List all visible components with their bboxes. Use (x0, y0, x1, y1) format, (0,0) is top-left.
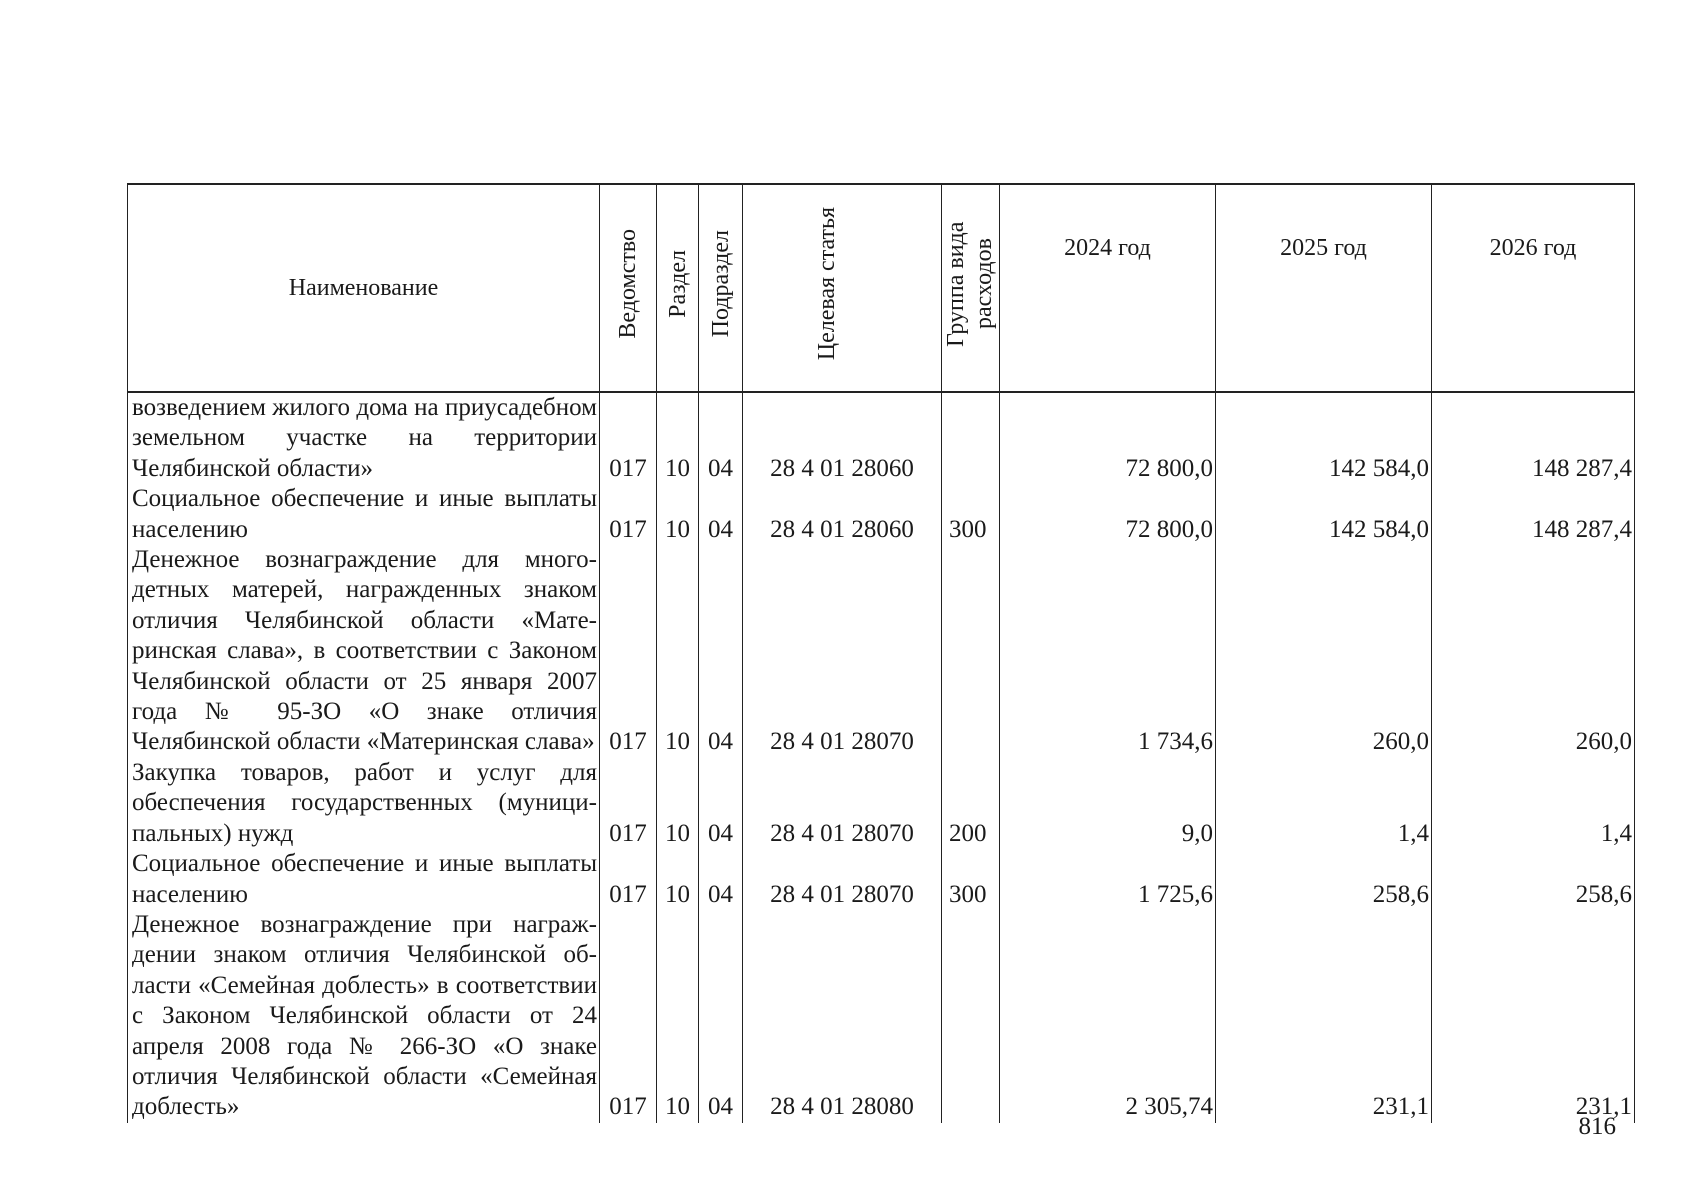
row-section: 10 (657, 849, 699, 910)
row-target-article: 28 4 01 28070 (743, 545, 942, 758)
header-target-article-label: Целевая статья (814, 207, 840, 361)
row-value-2026: 148 287,4 (1432, 484, 1635, 545)
header-2024: 2024 год (1000, 184, 1216, 392)
row-value-2025: 258,6 (1216, 849, 1432, 910)
row-target-article: 28 4 01 28080 (743, 910, 942, 1123)
row-expense-group (942, 545, 1000, 758)
row-value-2024: 9,0 (1000, 758, 1216, 849)
row-expense-group (942, 392, 1000, 484)
header-department (600, 184, 657, 392)
row-subsection: 04 (699, 545, 743, 758)
row-name: Социальное обеспечение и иные выплаты населению (128, 849, 600, 910)
row-value-2024: 72 800,0 (1000, 392, 1216, 484)
table-row (128, 484, 1635, 545)
row-name: Денежное вознаграждение при награждении знаком отличия Челябинской области «Семейная доблесть» в соответствии с Законом Челябинской области от 24 апреля 2008 года № 266-ЗО «О знаке отличия Челябинской области «Семейная доблесть» (128, 910, 600, 1123)
header-subsection (699, 184, 743, 392)
row-department: 017 (600, 392, 657, 484)
row-subsection: 04 (699, 758, 743, 849)
page-number: 816 (1578, 1113, 1616, 1140)
row-expense-group: 300 (942, 484, 1000, 545)
header-expense-group (942, 184, 1000, 392)
header-department-label: Ведомство (615, 229, 641, 339)
header-section (657, 184, 699, 392)
table-row (128, 758, 1635, 849)
row-name: Закупка товаров, работ и услуг для обеспечения государственных (муниципальных) нужд (128, 758, 600, 849)
row-target-article: 28 4 01 28070 (743, 849, 942, 910)
row-department: 017 (600, 484, 657, 545)
row-subsection: 04 (699, 392, 743, 484)
row-target-article: 28 4 01 28060 (743, 484, 942, 545)
header-expense-group-label: Группа вида расходов (943, 221, 997, 347)
row-section: 10 (657, 758, 699, 849)
table-row (128, 849, 1635, 910)
row-value-2025: 260,0 (1216, 545, 1432, 758)
row-expense-group (942, 910, 1000, 1123)
header-target-article (743, 184, 942, 392)
header-section-label: Раздел (664, 249, 691, 318)
budget-table (127, 183, 1635, 1123)
table-header-row (128, 184, 1635, 392)
row-value-2025: 1,4 (1216, 758, 1432, 849)
row-section: 10 (657, 392, 699, 484)
row-subsection: 04 (699, 910, 743, 1123)
row-value-2024: 1 725,6 (1000, 849, 1216, 910)
row-target-article: 28 4 01 28070 (743, 758, 942, 849)
row-value-2024: 72 800,0 (1000, 484, 1216, 545)
table-row (128, 392, 1635, 484)
row-value-2026: 148 287,4 (1432, 392, 1635, 484)
table-row (128, 910, 1635, 1123)
row-subsection: 04 (699, 849, 743, 910)
row-department: 017 (600, 545, 657, 758)
row-department: 017 (600, 758, 657, 849)
row-expense-group: 300 (942, 849, 1000, 910)
row-value-2026: 1,4 (1432, 758, 1635, 849)
row-value-2024: 1 734,6 (1000, 545, 1216, 758)
header-subsection-label: Подраздел (707, 230, 734, 338)
row-value-2025: 142 584,0 (1216, 484, 1432, 545)
row-target-article: 28 4 01 28060 (743, 392, 942, 484)
row-value-2024: 2 305,74 (1000, 910, 1216, 1123)
row-value-2026: 260,0 (1432, 545, 1635, 758)
row-expense-group: 200 (942, 758, 1000, 849)
row-department: 017 (600, 849, 657, 910)
row-section: 10 (657, 484, 699, 545)
table-row (128, 545, 1635, 758)
row-name: возведением жилого дома на приусадебном земельном участке на территории Челябинской области» (128, 392, 600, 484)
row-value-2025: 231,1 (1216, 910, 1432, 1123)
row-subsection: 04 (699, 484, 743, 545)
row-department: 017 (600, 910, 657, 1123)
row-value-2026: 258,6 (1432, 849, 1635, 910)
row-name: Социальное обеспечение и иные выплаты населению (128, 484, 600, 545)
row-name: Денежное вознаграждение для многодетных матерей, награжденных знаком отличия Челябинской области «Материнская слава», в соответствии с Законом Челябинской области от 25 января 2007 года № 95-ЗО «О знаке отличия Челябинской области «Материнская слава» (128, 545, 600, 758)
row-value-2026: 231,1 (1432, 910, 1635, 1123)
header-name: Наименование (128, 184, 600, 392)
row-value-2025: 142 584,0 (1216, 392, 1432, 484)
row-section: 10 (657, 910, 699, 1123)
header-2025: 2025 год (1216, 184, 1432, 392)
header-2026: 2026 год (1432, 184, 1635, 392)
row-section: 10 (657, 545, 699, 758)
